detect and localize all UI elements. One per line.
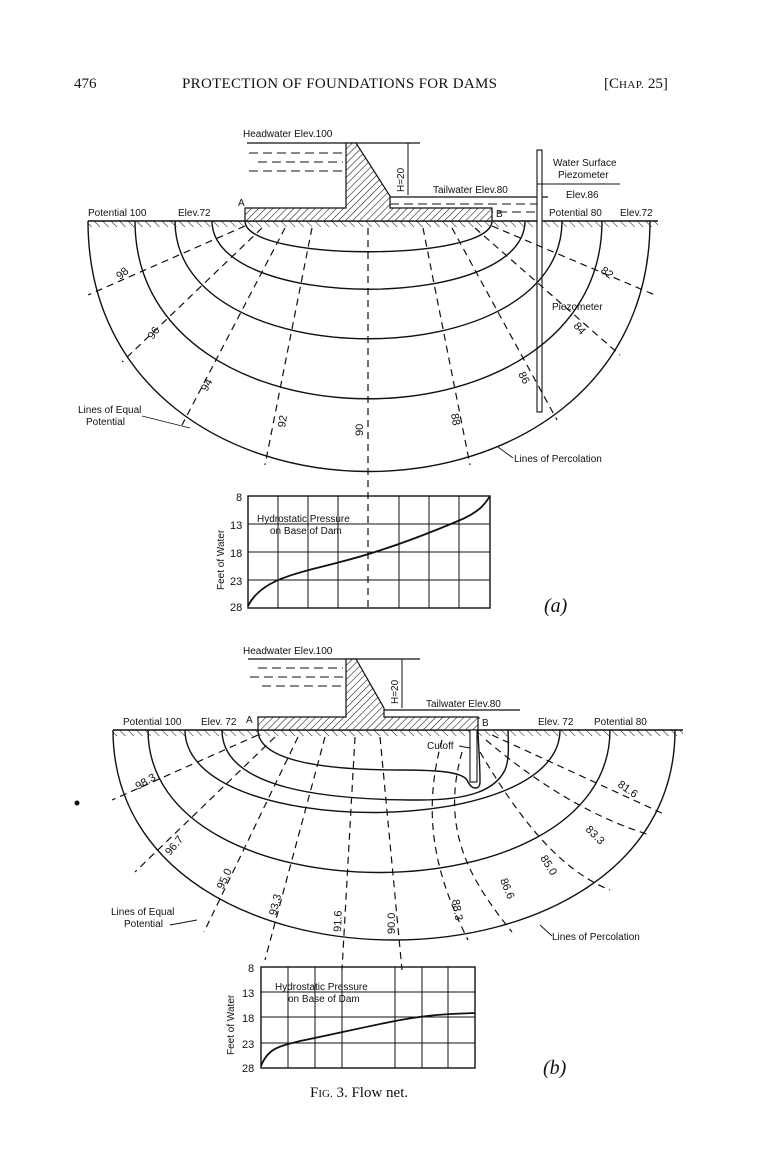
potential-90-0-label: 90.0 [386, 912, 398, 934]
point-b-label-a: B [496, 209, 503, 220]
potential-85-0-label: 85.0 [537, 853, 559, 878]
panel-label-b: (b) [543, 1057, 567, 1079]
potential-93-3-label: 93.3 [267, 893, 285, 917]
potential-88-label: 88 [448, 412, 462, 427]
leader-cutoff [459, 746, 470, 748]
pressure-label-b-1: Hydrostatic Pressure [275, 982, 368, 993]
elev-72-left-label-a: Elev.72 [178, 208, 211, 219]
potential-80-label-b: Potential 80 [594, 717, 647, 728]
pressure-label-b-2: on Base of Dam [288, 994, 360, 1005]
point-b-label-b: B [482, 718, 489, 729]
panel-label-a: (a) [544, 595, 568, 617]
y-tick-8-a: 8 [236, 492, 243, 504]
leader-percolation-a [498, 447, 513, 458]
potential-100-label-a: Potential 100 [88, 208, 147, 219]
page-number: 476 [74, 76, 97, 92]
y-tick-18-b: 18 [242, 1013, 255, 1025]
leader-equal-potential-a [142, 416, 190, 428]
head-height-label-a: H=20 [396, 167, 407, 192]
tailwater-label-b: Tailwater Elev.80 [426, 699, 501, 710]
potential-91-6-label: 91.6 [332, 910, 345, 933]
point-a-label-b: A [246, 715, 253, 726]
chapter-title: PROTECTION OF FOUNDATIONS FOR DAMS [182, 76, 498, 92]
potential-84-label: 84 [570, 320, 588, 338]
head-height-label-b: H=20 [390, 679, 401, 704]
figure-b [75, 646, 684, 1079]
potential-96-label: 96 [145, 324, 163, 342]
y-tick-28-a: 28 [230, 602, 243, 614]
lines-equal-potential-label-a: Lines of Equal [78, 405, 142, 416]
pressure-curve-b [261, 1013, 475, 1066]
potential-98-label: 98 [114, 265, 132, 283]
potential-88-3-label: 88.3 [449, 898, 465, 922]
y-tick-23-b: 23 [242, 1039, 255, 1051]
piezometer-label: Piezometer [552, 302, 603, 313]
elev-72-right-label-a: Elev.72 [620, 208, 653, 219]
piezometer-title-label: Piezometer [558, 170, 609, 181]
dam-body-b [258, 659, 478, 730]
headwater-label-a: Headwater Elev.100 [243, 129, 333, 140]
y-tick-13-a: 13 [230, 520, 243, 532]
y-tick-13-b: 13 [242, 988, 255, 1000]
leader-equal-potential-b [170, 920, 197, 925]
tailwater-label-a: Tailwater Elev.80 [433, 185, 508, 196]
y-tick-23-a: 23 [230, 576, 243, 588]
cutoff-label: Cutoff [427, 741, 454, 752]
lines-equal-potential-label-b-2: Potential [124, 919, 163, 930]
lines-percolation-label-a: Lines of Percolation [514, 454, 602, 465]
potential-81-6-label: 81.6 [615, 778, 640, 801]
potential-90-label: 90 [354, 423, 366, 436]
y-tick-28-b: 28 [242, 1063, 255, 1075]
lines-percolation-label-b: Lines of Percolation [552, 932, 640, 943]
potential-98-3-label: 98.3 [133, 771, 159, 793]
potential-83-3-label: 83.3 [582, 823, 607, 848]
potential-82-label: 82 [598, 264, 616, 282]
potential-86-label: 86 [515, 369, 532, 387]
pressure-chart-a [216, 492, 490, 614]
equipotential-lines-a [88, 226, 655, 612]
pressure-label-a-1: Hydrostatic Pressure [257, 514, 350, 525]
water-surface-label: Water Surface [553, 158, 617, 169]
elev-72-right-label-b: Elev. 72 [538, 717, 574, 728]
flow-lines-a [88, 221, 650, 472]
potential-92-label: 92 [276, 414, 291, 429]
y-tick-18-a: 18 [230, 548, 243, 560]
y-tick-8-b: 8 [248, 963, 255, 975]
potential-94-label: 94 [199, 376, 216, 394]
y-axis-label-a: Feet of Water [216, 529, 227, 590]
headwater-dashes-a [249, 153, 343, 171]
lines-equal-potential-label-b: Lines of Equal [111, 907, 175, 918]
leader-percolation-b [540, 925, 552, 936]
potential-100-label-b: Potential 100 [123, 717, 182, 728]
lines-equal-potential-label-a-2: Potential [86, 417, 125, 428]
elev-72-left-label-b: Elev. 72 [201, 717, 237, 728]
pressure-chart-b [226, 963, 475, 1075]
ground-surface-a [88, 221, 658, 227]
potential-80-label-a: Potential 80 [549, 208, 602, 219]
chapter-reference: [CHAP. 25] [604, 76, 668, 92]
potential-96-7-label: 96.7 [163, 833, 187, 858]
figure-caption: FIG. 3. Flow net. [310, 1085, 409, 1101]
pressure-curve-a [248, 496, 490, 606]
elev-86-label: Elev.86 [566, 190, 599, 201]
ground-surface-b [113, 730, 683, 736]
potential-95-0-label: 95.0 [214, 866, 235, 892]
y-axis-label-b: Feet of Water [226, 994, 237, 1055]
margin-dot [75, 801, 80, 806]
headwater-dashes-b [250, 668, 343, 686]
cutoff-wall [470, 730, 477, 782]
headwater-label-b: Headwater Elev.100 [243, 646, 333, 657]
pressure-label-a-2: on Base of Dam [270, 526, 342, 537]
figure-a [78, 129, 658, 617]
potential-86-6-label: 86.6 [497, 876, 517, 901]
dam-body-a [245, 143, 492, 221]
point-a-label-a: A [238, 198, 245, 209]
